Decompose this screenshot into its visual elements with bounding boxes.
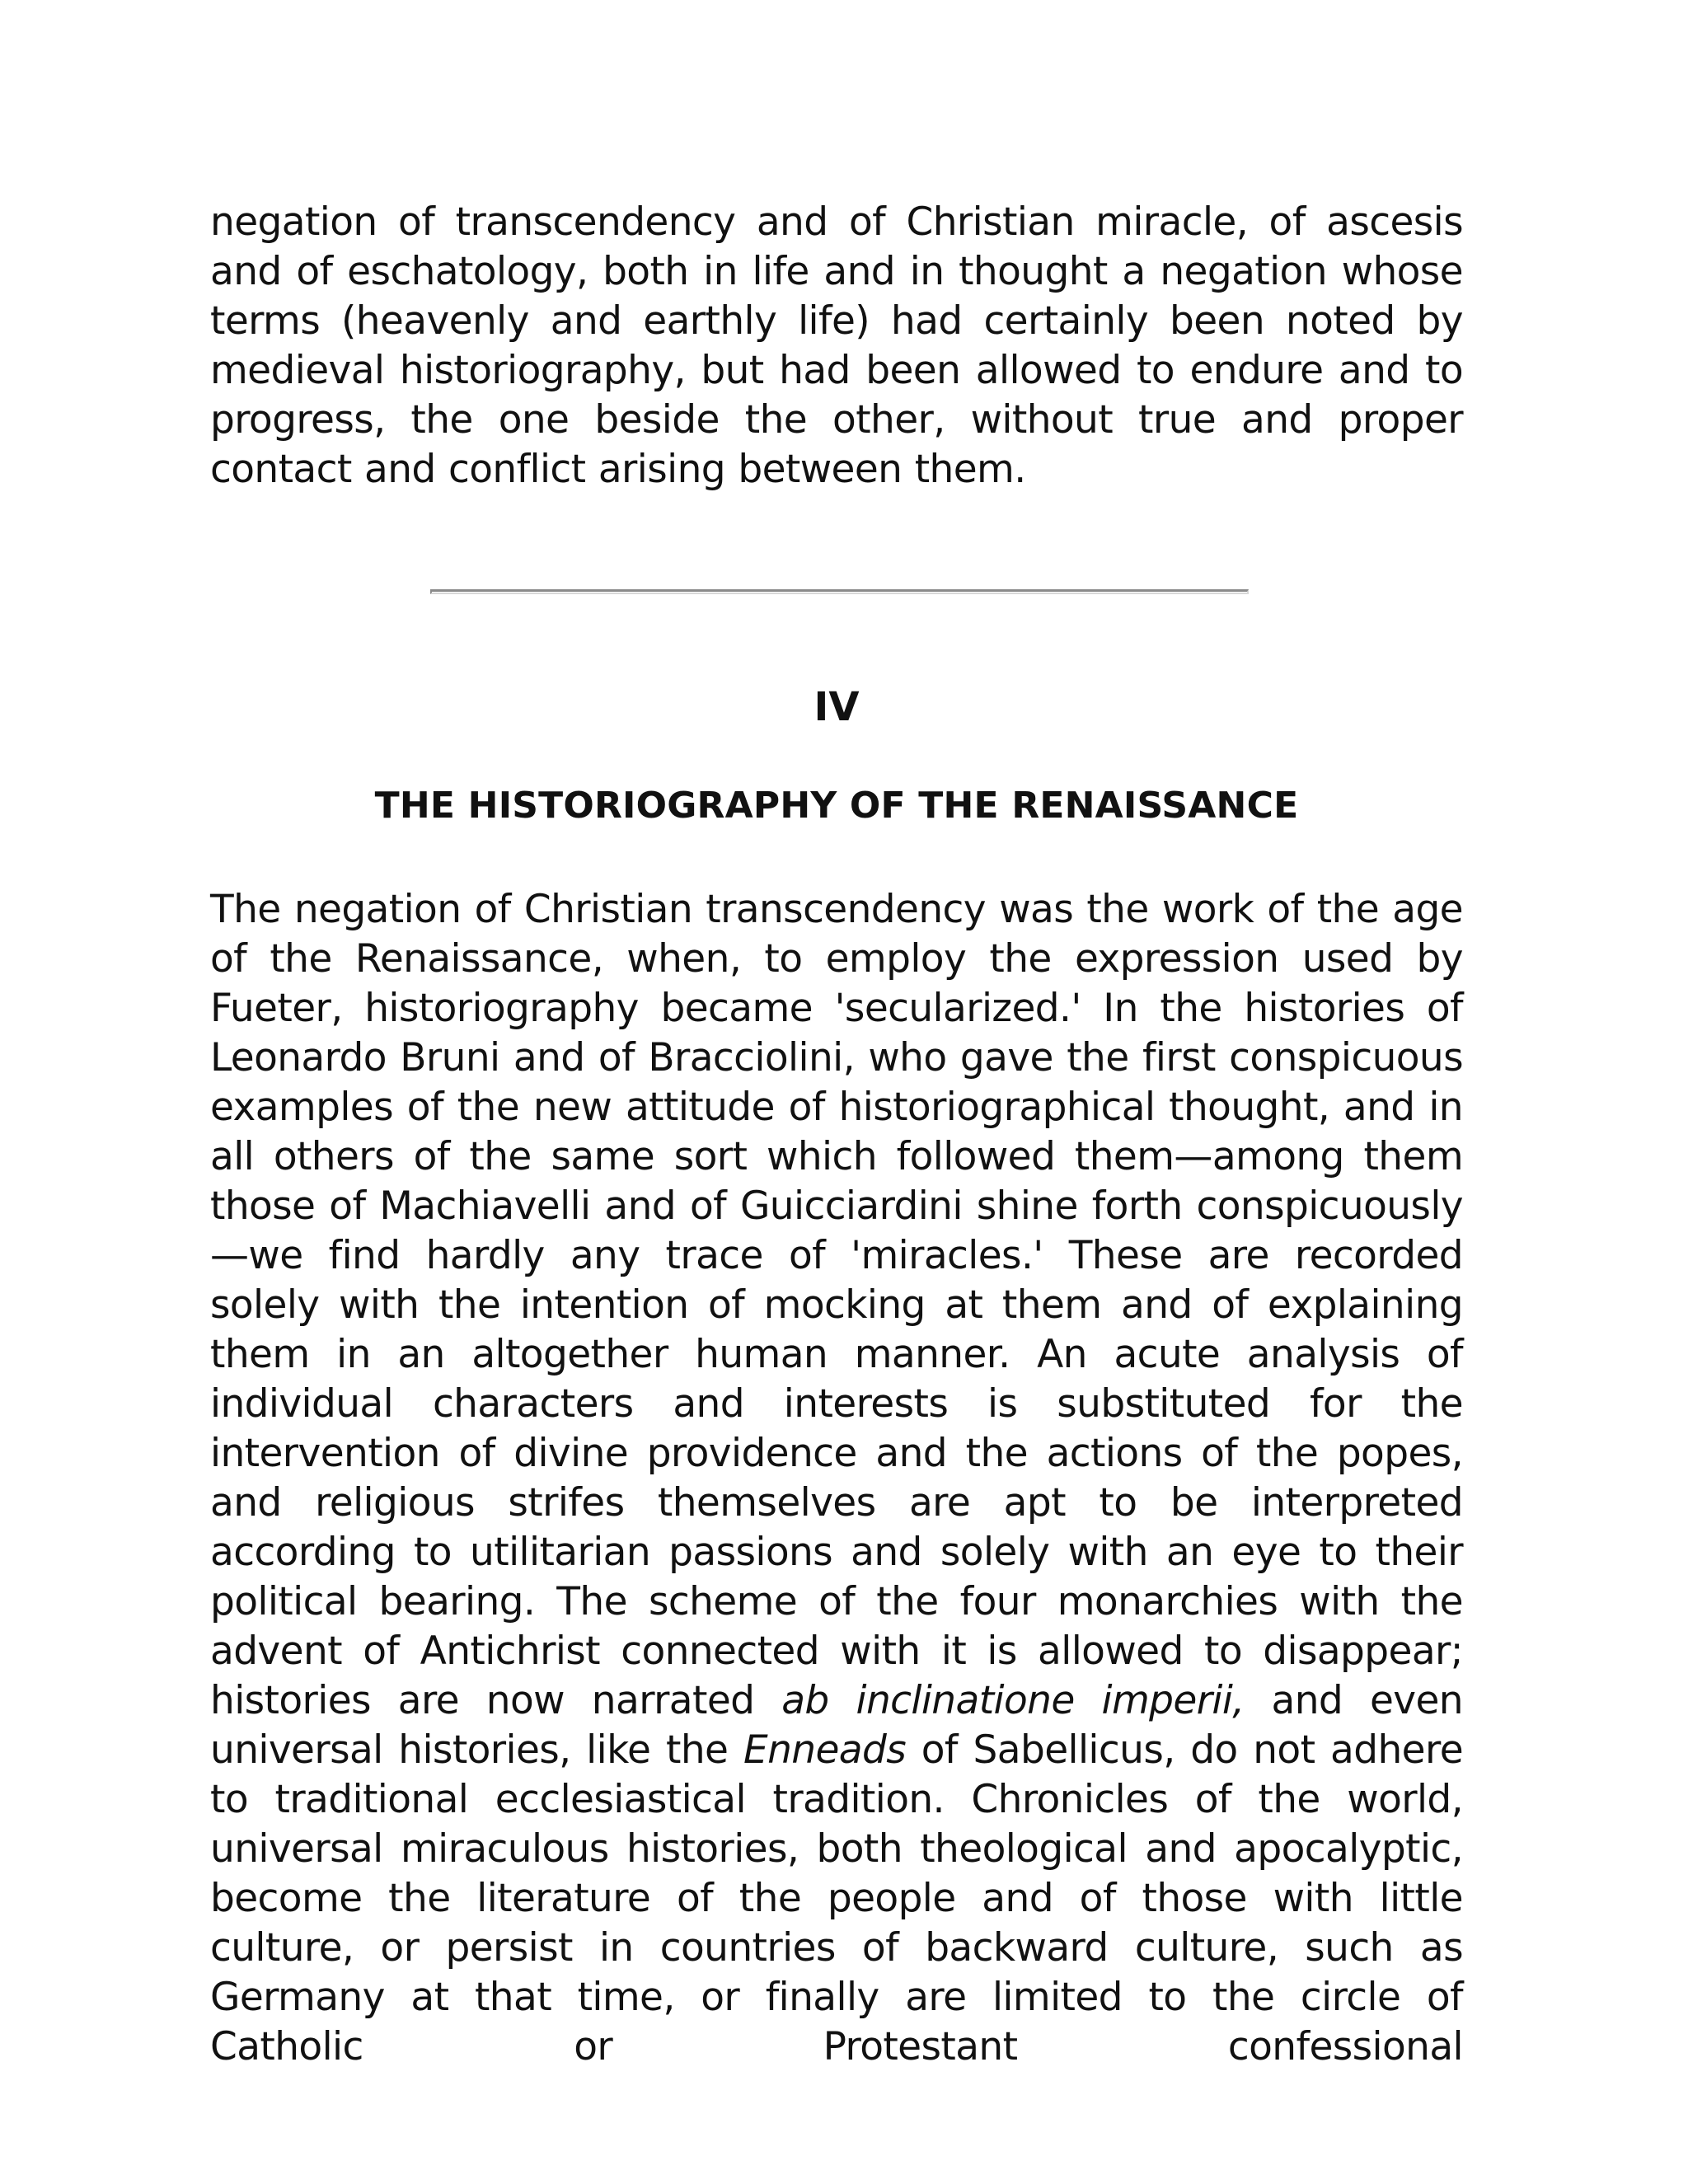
body-text-part2: and even universal histories, like the (210, 1678, 1463, 1773)
section-divider (430, 589, 1249, 594)
chapter-number: IV (814, 684, 860, 730)
chapter-title: THE HISTORIOGRAPHY OF THE RENAISSANCE (374, 785, 1299, 827)
body-paragraph (210, 885, 1463, 2072)
italic-title-enneads: Enneads (743, 1727, 907, 1773)
italic-phrase-ab-inclinatione: ab inclinatione imperii, (781, 1678, 1245, 1723)
body-text-part3: of Sabellicus, do not adhere to traditional ecclesiastical tradition. Chronicles of the world, universal miraculous histories, both theological and apocalyptic, become the literature of the people and of those with little culture, or persist in countries of backward culture, such as Germany at that time, or finally are limited to the circle of Catholic or Protestant confessional (210, 1727, 1464, 2069)
body-text-part1: The negation of Christian transcendency was the work of the age of the Renaissance, when, to employ the expression used by Fueter, historiography became 'secularized.' In the histories of Leonardo Bruni and of Bracciolini, who gave the first conspicuous examples of the new attitude of historiographical thought, and in all others of the same sort which followed them—among them those of Machiavelli and of Guicciardini shine forth conspicuously—we find hardly any trace of 'miracles.' These are recorded solely with the intention of mocking at them and of explaining them in an altogether human manner. An acute analysis of individual characters and interests is substituted for the intervention of divine providence and the actions of the popes, and religious strifes themselves are apt to be interpreted according to utilitarian passions and solely with an eye to their political bearing. The scheme of the four monarchies with the advent of Antichrist connected with it is allowed to disappear; histories are now narrated (210, 887, 1463, 1723)
top-paragraph: negation of transcendency and of Christian miracle, of ascesis and of eschatology, both in life and in thought a negation whose terms (heavenly and earthly life) had certainly been noted by medieval historiography, but had been allowed to endure and to progress, the one beside the other, without true and proper contact and conflict arising between them. (210, 199, 1463, 492)
document-page (210, 198, 1463, 2072)
